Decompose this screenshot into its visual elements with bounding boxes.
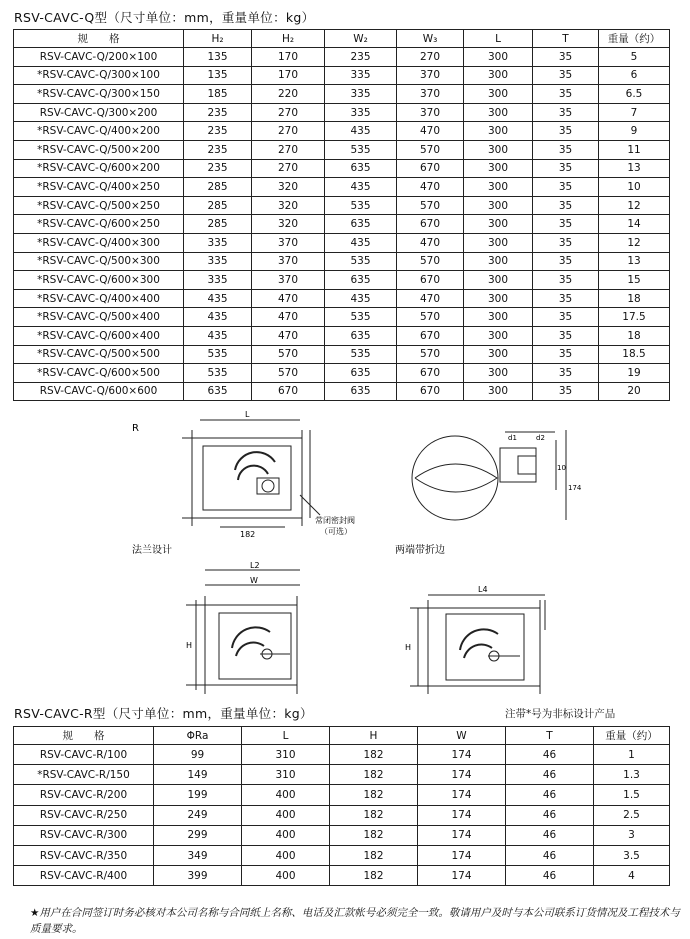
model-cell: RSV-CAVC-R/400	[14, 866, 154, 886]
value-cell: 300	[464, 271, 533, 290]
value-cell: 670	[397, 271, 464, 290]
column-header: T	[506, 727, 594, 745]
value-cell: 470	[252, 326, 325, 345]
label-optional: （可选）	[320, 527, 352, 536]
dim-l-top: L	[245, 410, 250, 419]
value-cell: 310	[242, 745, 330, 765]
table-row	[14, 785, 670, 805]
column-header: H₂	[252, 30, 325, 48]
q-section-title: RSV-CAVC-Q型（尺寸单位：mm，重量单位：kg）	[14, 10, 315, 25]
value-cell: 13	[599, 159, 670, 178]
value-cell: 46	[506, 805, 594, 825]
model-cell: RSV-CAVC-R/300	[14, 825, 154, 845]
value-cell: 12	[599, 196, 670, 215]
model-cell: *RSV-CAVC-Q/500×300	[14, 252, 184, 271]
value-cell: 17.5	[599, 308, 670, 327]
dim-d2: d2	[536, 434, 545, 442]
column-header: W	[418, 727, 506, 745]
table-row	[14, 866, 670, 886]
value-cell: 300	[464, 345, 533, 364]
value-cell: 470	[397, 233, 464, 252]
value-cell: 19	[599, 364, 670, 383]
value-cell: 199	[154, 785, 242, 805]
label-both-ends: 两端带折边	[395, 545, 445, 556]
column-header: 重量（约）	[594, 727, 670, 745]
value-cell: 14	[599, 215, 670, 234]
column-header: L	[464, 30, 533, 48]
value-cell: 270	[252, 122, 325, 141]
value-cell: 7	[599, 103, 670, 122]
value-cell: 470	[252, 289, 325, 308]
value-cell: 435	[184, 308, 252, 327]
label-flange: 法兰设计	[132, 545, 172, 556]
drawing-round-side	[412, 430, 566, 520]
value-cell: 235	[184, 140, 252, 159]
value-cell: 15	[599, 271, 670, 290]
value-cell: 6	[599, 66, 670, 85]
value-cell: 670	[397, 382, 464, 401]
dim-10: 10	[557, 464, 566, 472]
value-cell: 182	[330, 825, 418, 845]
model-cell: *RSV-CAVC-Q/600×500	[14, 364, 184, 383]
value-cell: 535	[184, 345, 252, 364]
footer-notice: ★用户在合同签订时务必核对本公司名称与合同纸上名称、电话及汇款帐号必须完全一致。敬请用户及时与本公司联系订货情况及工程技术与质量要求。	[30, 907, 680, 935]
model-cell: *RSV-CAVC-Q/600×300	[14, 271, 184, 290]
value-cell: 300	[464, 140, 533, 159]
value-cell: 182	[330, 805, 418, 825]
value-cell: 635	[325, 271, 397, 290]
value-cell: 635	[325, 215, 397, 234]
value-cell: 400	[242, 845, 330, 865]
value-cell: 300	[464, 66, 533, 85]
value-cell: 46	[506, 866, 594, 886]
value-cell: 2.5	[594, 805, 670, 825]
value-cell: 270	[252, 159, 325, 178]
value-cell: 35	[533, 308, 599, 327]
value-cell: 35	[533, 140, 599, 159]
value-cell: 399	[154, 866, 242, 886]
value-cell: 670	[252, 382, 325, 401]
value-cell: 300	[464, 103, 533, 122]
value-cell: 35	[533, 215, 599, 234]
value-cell: 46	[506, 745, 594, 765]
value-cell: 570	[397, 252, 464, 271]
value-cell: 635	[184, 382, 252, 401]
value-cell: 46	[506, 765, 594, 785]
dim-w: W	[250, 576, 258, 585]
value-cell: 535	[325, 252, 397, 271]
value-cell: 35	[533, 122, 599, 141]
value-cell: 670	[397, 326, 464, 345]
value-cell: 535	[325, 196, 397, 215]
column-header: W₂	[325, 30, 397, 48]
value-cell: 13	[599, 252, 670, 271]
value-cell: 435	[325, 233, 397, 252]
value-cell: 35	[533, 252, 599, 271]
value-cell: 5	[599, 48, 670, 67]
value-cell: 285	[184, 215, 252, 234]
model-cell: *RSV-CAVC-R/150	[14, 765, 154, 785]
value-cell: 174	[418, 866, 506, 886]
value-cell: 35	[533, 196, 599, 215]
value-cell: 3	[594, 825, 670, 845]
value-cell: 10	[599, 178, 670, 197]
dim-174: 174	[568, 484, 582, 492]
value-cell: 35	[533, 326, 599, 345]
value-cell: 335	[184, 271, 252, 290]
value-cell: 135	[184, 66, 252, 85]
value-cell: 570	[397, 308, 464, 327]
column-header: H₂	[184, 30, 252, 48]
value-cell: 46	[506, 845, 594, 865]
table-row	[14, 825, 670, 845]
value-cell: 300	[464, 215, 533, 234]
value-cell: 535	[184, 364, 252, 383]
value-cell: 35	[533, 48, 599, 67]
model-cell: RSV-CAVC-R/100	[14, 745, 154, 765]
value-cell: 300	[464, 48, 533, 67]
value-cell: 370	[252, 233, 325, 252]
model-cell: RSV-CAVC-R/250	[14, 805, 154, 825]
value-cell: 635	[325, 364, 397, 383]
value-cell: 435	[325, 178, 397, 197]
value-cell: 35	[533, 364, 599, 383]
value-cell: 249	[154, 805, 242, 825]
dim-182: 182	[240, 530, 256, 539]
value-cell: 174	[418, 845, 506, 865]
value-cell: 135	[184, 48, 252, 67]
value-cell: 35	[533, 178, 599, 197]
value-cell: 435	[325, 289, 397, 308]
label-closed-door: 常闭密封阀	[315, 516, 355, 525]
value-cell: 470	[397, 178, 464, 197]
column-header: 重量（约）	[599, 30, 670, 48]
value-cell: 300	[464, 364, 533, 383]
value-cell: 4	[594, 866, 670, 886]
model-cell: *RSV-CAVC-Q/400×250	[14, 178, 184, 197]
value-cell: 182	[330, 785, 418, 805]
value-cell: 300	[464, 85, 533, 104]
drawing-flange-rect	[186, 570, 300, 694]
value-cell: 3.5	[594, 845, 670, 865]
model-cell: *RSV-CAVC-Q/600×200	[14, 159, 184, 178]
value-cell: 635	[325, 159, 397, 178]
nonstandard-note: 注带*号为非标设计产品	[505, 708, 616, 720]
value-cell: 35	[533, 271, 599, 290]
column-header: 规 格	[14, 30, 184, 48]
value-cell: 300	[464, 159, 533, 178]
value-cell: 670	[397, 364, 464, 383]
column-header: L	[242, 727, 330, 745]
drawing-folded-rect	[410, 595, 545, 694]
value-cell: 349	[154, 845, 242, 865]
value-cell: 170	[252, 48, 325, 67]
dim-h2: H	[405, 643, 412, 652]
value-cell: 185	[184, 85, 252, 104]
column-header: W₃	[397, 30, 464, 48]
value-cell: 174	[418, 825, 506, 845]
value-cell: 535	[325, 345, 397, 364]
value-cell: 335	[184, 233, 252, 252]
value-cell: 535	[325, 308, 397, 327]
value-cell: 570	[397, 345, 464, 364]
value-cell: 470	[252, 308, 325, 327]
value-cell: 46	[506, 825, 594, 845]
model-cell: RSV-CAVC-Q/600×600	[14, 382, 184, 401]
model-cell: *RSV-CAVC-Q/400×200	[14, 122, 184, 141]
value-cell: 435	[325, 122, 397, 141]
value-cell: 11	[599, 140, 670, 159]
value-cell: 235	[325, 48, 397, 67]
model-cell: RSV-CAVC-Q/300×200	[14, 103, 184, 122]
model-cell: RSV-CAVC-Q/200×100	[14, 48, 184, 67]
value-cell: 300	[464, 122, 533, 141]
value-cell: 320	[252, 196, 325, 215]
value-cell: 1.5	[594, 785, 670, 805]
model-cell: *RSV-CAVC-Q/600×400	[14, 326, 184, 345]
value-cell: 35	[533, 345, 599, 364]
value-cell: 400	[242, 785, 330, 805]
value-cell: 400	[242, 866, 330, 886]
value-cell: 335	[325, 103, 397, 122]
value-cell: 182	[330, 765, 418, 785]
r-section-title: RSV-CAVC-R型（尺寸单位：mm，重量单位：kg）	[14, 706, 313, 721]
value-cell: 182	[330, 845, 418, 865]
r-spec-table	[13, 726, 670, 886]
value-cell: 18	[599, 326, 670, 345]
value-cell: 370	[252, 252, 325, 271]
value-cell: 635	[325, 382, 397, 401]
value-cell: 470	[397, 122, 464, 141]
value-cell: 18	[599, 289, 670, 308]
value-cell: 300	[464, 326, 533, 345]
value-cell: 570	[252, 345, 325, 364]
value-cell: 6.5	[599, 85, 670, 104]
value-cell: 535	[325, 140, 397, 159]
value-cell: 300	[464, 252, 533, 271]
model-cell: *RSV-CAVC-Q/300×150	[14, 85, 184, 104]
model-cell: *RSV-CAVC-Q/500×500	[14, 345, 184, 364]
table-row	[14, 745, 670, 765]
value-cell: 149	[154, 765, 242, 785]
value-cell: 35	[533, 289, 599, 308]
model-cell: *RSV-CAVC-Q/400×400	[14, 289, 184, 308]
table-header-row	[14, 727, 670, 745]
dim-d1: d1	[508, 434, 517, 442]
dim-l4: L4	[478, 585, 488, 594]
table-row	[14, 805, 670, 825]
value-cell: 310	[242, 765, 330, 785]
value-cell: 670	[397, 215, 464, 234]
value-cell: 300	[464, 178, 533, 197]
value-cell: 370	[397, 66, 464, 85]
model-cell: *RSV-CAVC-Q/500×200	[14, 140, 184, 159]
value-cell: 270	[252, 103, 325, 122]
value-cell: 270	[252, 140, 325, 159]
dim-l2: L2	[250, 561, 260, 570]
model-cell: *RSV-CAVC-Q/300×100	[14, 66, 184, 85]
value-cell: 99	[154, 745, 242, 765]
value-cell: 12	[599, 233, 670, 252]
value-cell: 570	[397, 196, 464, 215]
value-cell: 235	[184, 159, 252, 178]
value-cell: 570	[252, 364, 325, 383]
value-cell: 35	[533, 66, 599, 85]
value-cell: 470	[397, 289, 464, 308]
value-cell: 235	[184, 103, 252, 122]
model-cell: *RSV-CAVC-Q/500×250	[14, 196, 184, 215]
value-cell: 400	[242, 805, 330, 825]
value-cell: 20	[599, 382, 670, 401]
model-cell: RSV-CAVC-R/200	[14, 785, 154, 805]
value-cell: 220	[252, 85, 325, 104]
table-row	[14, 845, 670, 865]
value-cell: 285	[184, 196, 252, 215]
value-cell: 335	[184, 252, 252, 271]
value-cell: 35	[533, 103, 599, 122]
value-cell: 174	[418, 805, 506, 825]
model-cell: *RSV-CAVC-Q/400×300	[14, 233, 184, 252]
value-cell: 182	[330, 745, 418, 765]
value-cell: 1.3	[594, 765, 670, 785]
value-cell: 35	[533, 85, 599, 104]
value-cell: 435	[184, 289, 252, 308]
label-r: R	[132, 423, 139, 434]
value-cell: 299	[154, 825, 242, 845]
table-row	[14, 765, 670, 785]
column-header: T	[533, 30, 599, 48]
model-cell: *RSV-CAVC-Q/500×400	[14, 308, 184, 327]
value-cell: 370	[252, 271, 325, 290]
value-cell: 300	[464, 289, 533, 308]
value-cell: 400	[242, 825, 330, 845]
value-cell: 174	[418, 745, 506, 765]
value-cell: 570	[397, 140, 464, 159]
dim-h: H	[186, 641, 193, 650]
value-cell: 300	[464, 233, 533, 252]
value-cell: 18.5	[599, 345, 670, 364]
value-cell: 335	[325, 85, 397, 104]
value-cell: 370	[397, 85, 464, 104]
column-header: H	[330, 727, 418, 745]
value-cell: 320	[252, 178, 325, 197]
value-cell: 270	[397, 48, 464, 67]
value-cell: 9	[599, 122, 670, 141]
value-cell: 300	[464, 196, 533, 215]
value-cell: 174	[418, 785, 506, 805]
value-cell: 182	[330, 866, 418, 886]
value-cell: 235	[184, 122, 252, 141]
value-cell: 46	[506, 785, 594, 805]
value-cell: 35	[533, 382, 599, 401]
value-cell: 670	[397, 159, 464, 178]
value-cell: 320	[252, 215, 325, 234]
value-cell: 285	[184, 178, 252, 197]
model-cell: RSV-CAVC-R/350	[14, 845, 154, 865]
drawing-flange-front	[182, 420, 320, 527]
value-cell: 174	[418, 765, 506, 785]
value-cell: 1	[594, 745, 670, 765]
value-cell: 335	[325, 66, 397, 85]
model-cell: *RSV-CAVC-Q/600×250	[14, 215, 184, 234]
value-cell: 435	[184, 326, 252, 345]
value-cell: 300	[464, 308, 533, 327]
value-cell: 35	[533, 159, 599, 178]
column-header: 规 格	[14, 727, 154, 745]
value-cell: 370	[397, 103, 464, 122]
value-cell: 170	[252, 66, 325, 85]
value-cell: 300	[464, 382, 533, 401]
column-header: ΦRa	[154, 727, 242, 745]
value-cell: 635	[325, 326, 397, 345]
value-cell: 35	[533, 233, 599, 252]
